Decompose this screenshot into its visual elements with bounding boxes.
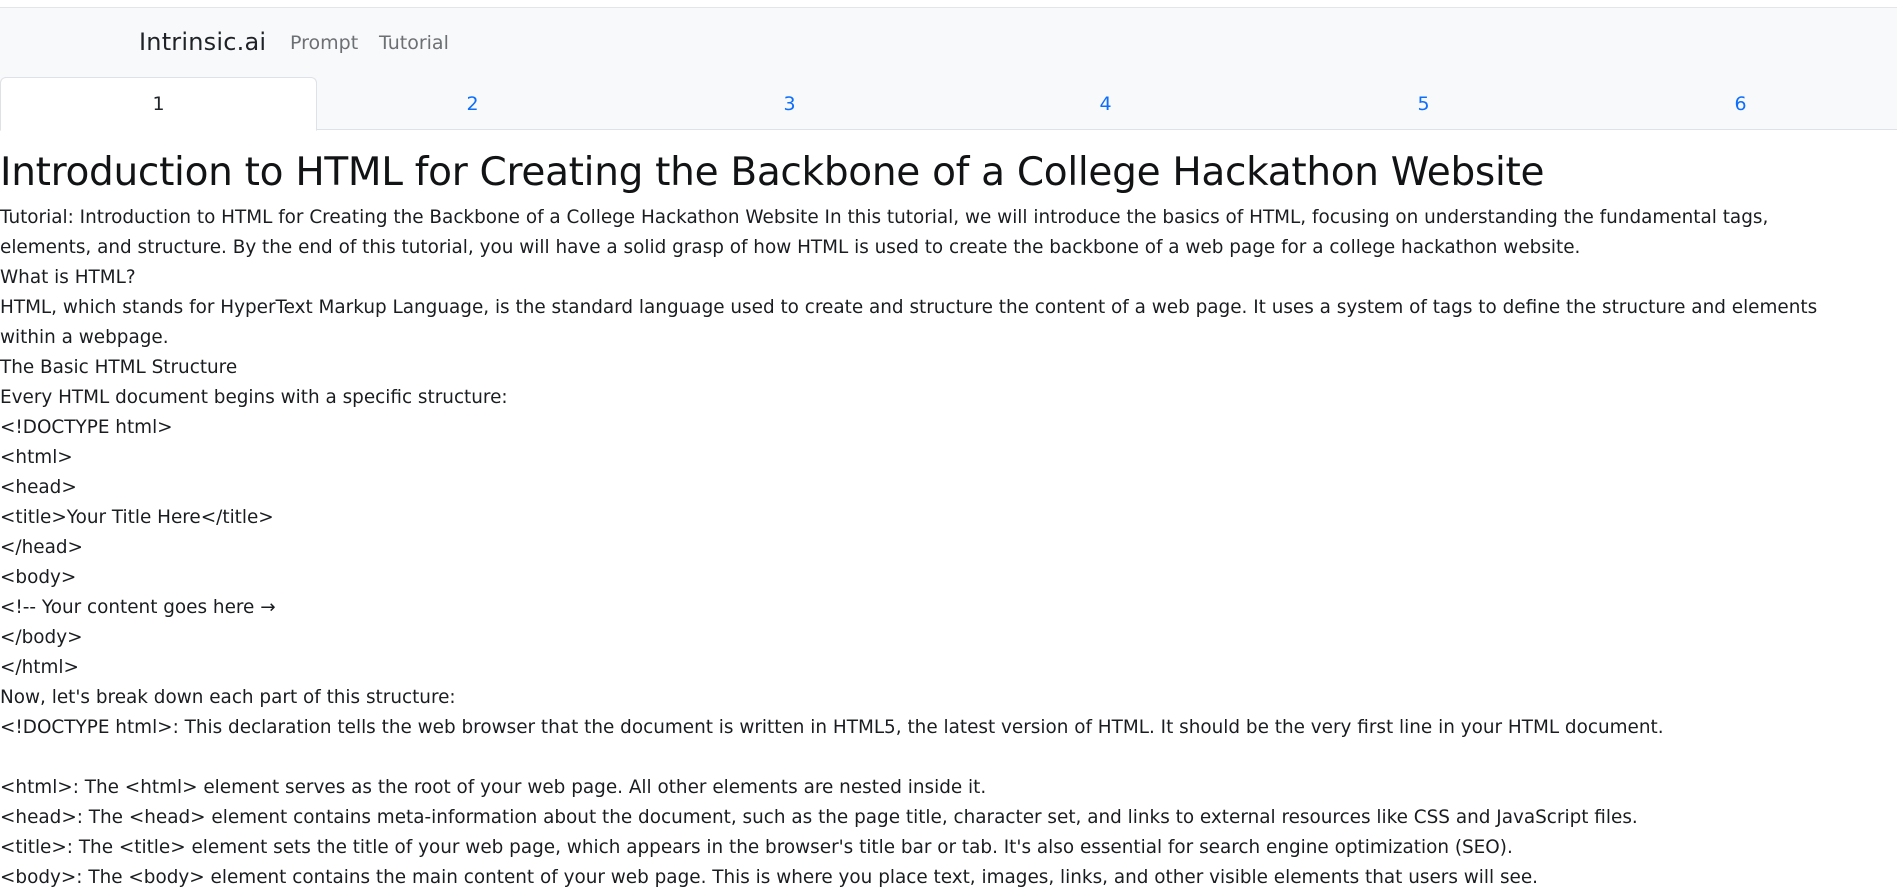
tab-4[interactable]: 4 <box>1099 92 1112 115</box>
top-navbar <box>0 7 1897 77</box>
tutorial-body <box>0 203 1890 888</box>
blank-line <box>0 743 1890 773</box>
text-line: Now, let's break down each part of this structure: <box>0 687 456 708</box>
text-line: elements, and structure. By the end of this tutorial, you will have a solid grasp of how HTML is used to create the backbone of a web page for a college hackathon website. <box>0 237 1581 258</box>
text-line: <!DOCTYPE html>: This declaration tells the web browser that the document is written in HTML5, the latest version of HTML. It should be the very first line in your HTML document. <box>0 717 1664 738</box>
tab-3[interactable]: 3 <box>783 92 796 115</box>
tab-1[interactable]: 1 <box>0 77 317 131</box>
tutorial-content <box>0 143 1890 888</box>
text-line: Every HTML document begins with a specific structure: <box>0 387 508 408</box>
text-line: HTML, which stands for HyperText Markup Language, is the standard language used to create and structure the content of a web page. It uses a system of tags to define the structure and elements <box>0 297 1818 318</box>
code-line: <!-- Your content goes here → <box>0 597 276 618</box>
code-line: <!DOCTYPE html> <box>0 417 173 438</box>
text-line: <body>: The <body> element contains the main content of your web page. This is where you place text, images, links, and other visible elements that users will see. <box>0 867 1539 888</box>
page-tabs <box>0 77 1897 130</box>
code-line: <head> <box>0 477 77 498</box>
code-line: <html> <box>0 447 73 468</box>
code-line: </head> <box>0 537 83 558</box>
section-heading: The Basic HTML Structure <box>0 357 238 378</box>
nav-link-tutorial[interactable]: Tutorial <box>379 32 449 54</box>
text-line: within a webpage. <box>0 327 169 348</box>
section-heading: What is HTML? <box>0 267 136 288</box>
text-line: <title>: The <title> element sets the title of your web page, which appears in the browser's title bar or tab. It's also essential for search engine optimization (SEO). <box>0 837 1513 858</box>
brand-logo-link[interactable]: Intrinsic.ai <box>139 28 267 56</box>
tab-2[interactable]: 2 <box>466 92 479 115</box>
nav-link-prompt[interactable]: Prompt <box>290 32 359 54</box>
text-line: Tutorial: Introduction to HTML for Creating the Backbone of a College Hackathon Website In this tutorial, we will introduce the basics of HTML, focusing on understanding the fundamental tags, <box>0 207 1769 228</box>
code-line: <body> <box>0 567 77 588</box>
text-line: <head>: The <head> element contains meta-information about the document, such as the page title, character set, and links to external resources like CSS and JavaScript files. <box>0 807 1638 828</box>
code-line: </html> <box>0 657 79 678</box>
code-line: </body> <box>0 627 83 648</box>
text-line: <html>: The <html> element serves as the root of your web page. All other elements are nested inside it. <box>0 777 987 798</box>
tab-5[interactable]: 5 <box>1417 92 1430 115</box>
page-title: Introduction to HTML for Creating the Backbone of a College Hackathon Website <box>0 150 1545 195</box>
tab-6[interactable]: 6 <box>1734 92 1747 115</box>
code-line: <title>Your Title Here</title> <box>0 507 274 528</box>
